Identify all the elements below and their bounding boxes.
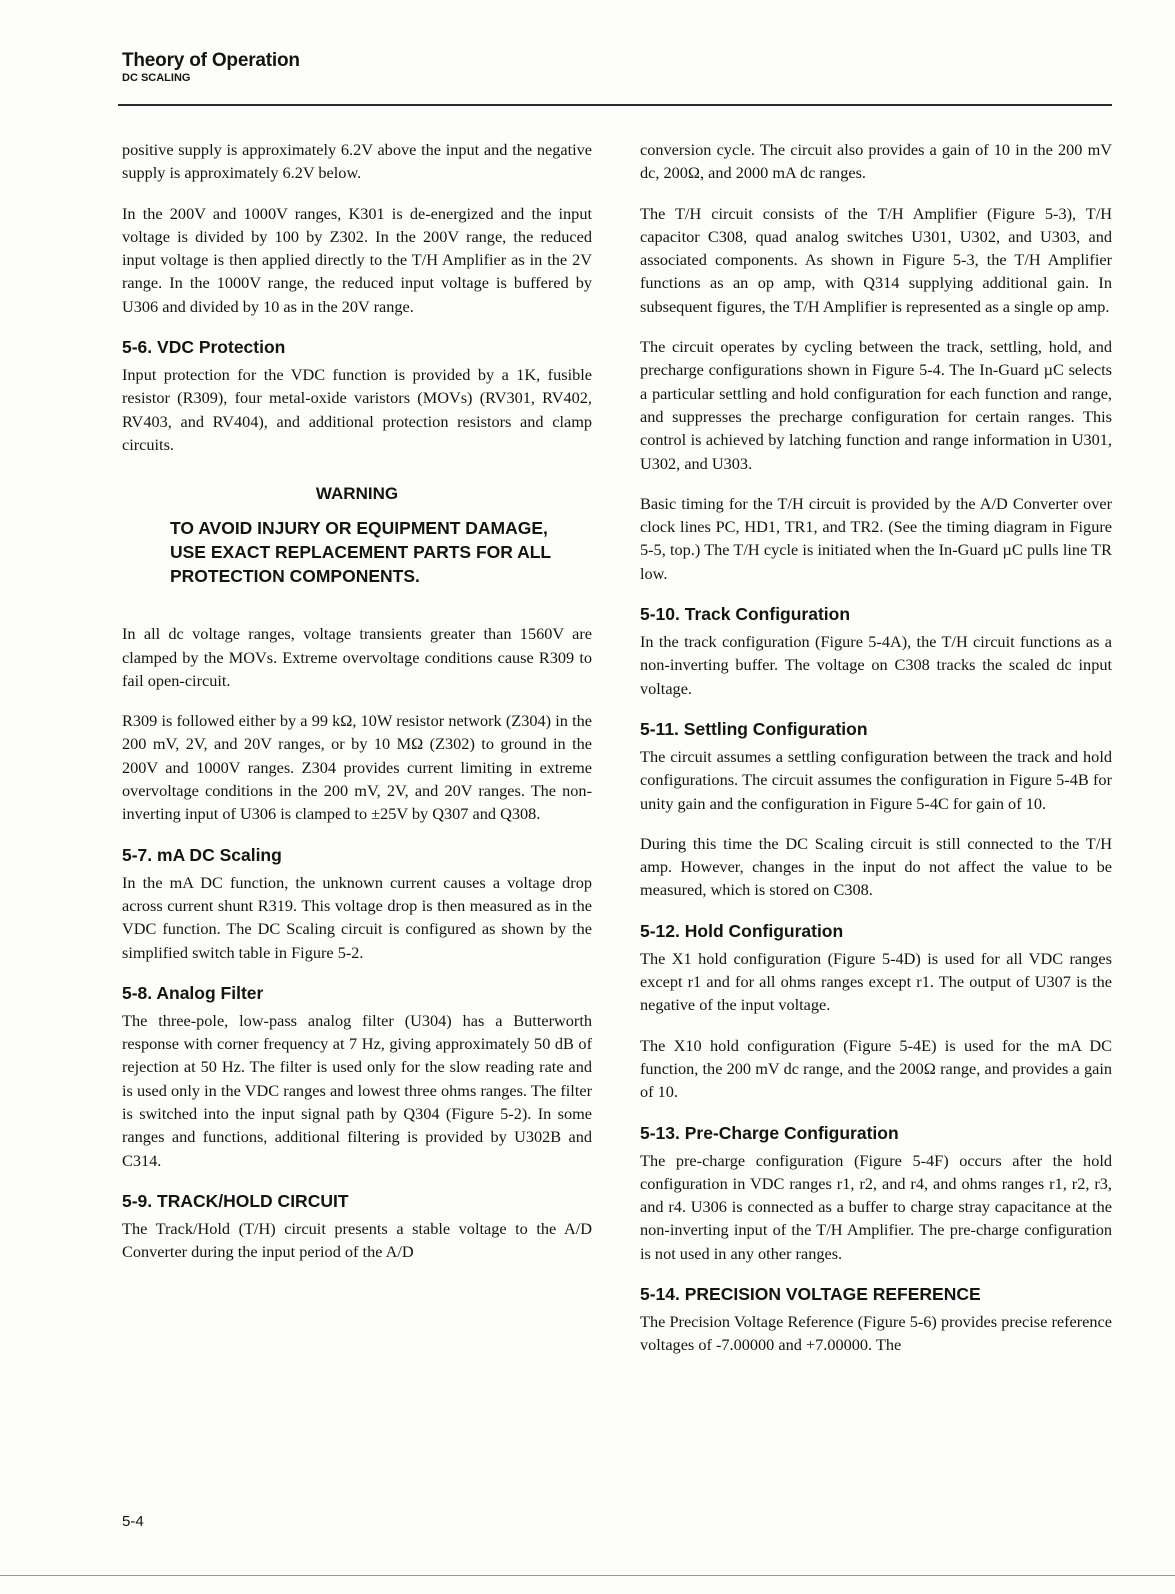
body-paragraph: During this time the DC Scaling circuit is still connected to the T/H amp. However, changes in the input do not affect the value to be measured, which is stored on C308.	[640, 833, 1112, 900]
body-paragraph: In the 200V and 1000V ranges, K301 is de-energized and the input voltage is divided by 100 by Z302. In the 200V range, the reduced input voltage is then applied directly to the T/H Amplifier as in the 2V range. In the 1000V range, the reduced input voltage is buffered by U306 and divided by 10 as in the 20V range.	[122, 203, 592, 316]
page-number: 5-4	[122, 1513, 144, 1530]
body-paragraph: The circuit assumes a settling configuration between the track and hold configurations. The circuit assumes the configuration in Figure 5-4B for unity gain and the configuration in Figure 5-4C for gain of 10.	[640, 746, 1112, 813]
body-paragraph: In the mA DC function, the unknown current causes a voltage drop across current shunt R319. This voltage drop is then measured as in the VDC function. The DC Scaling circuit is configured as shown by the simplified switch table in Figure 5-2.	[122, 872, 592, 962]
warning-body: TO AVOID INJURY OR EQUIPMENT DAMAGE, USE EXACT REPLACEMENT PARTS FOR ALL PROTECTION COMPONENTS.	[170, 518, 551, 587]
body-paragraph: The pre-charge configuration (Figure 5-4F) occurs after the hold configuration in VDC ranges r1, r2, and r4, and ohms ranges r1, r2, r3, and r4. U306 is connected as a buffer to charge stray capacitance at the non-inverting input of the T/H Amplifier. The pre-charge configuration is not used in any other ranges.	[640, 1150, 1112, 1263]
section-heading: 5-10. Track Configuration	[640, 604, 851, 625]
body-paragraph: The Track/Hold (T/H) circuit presents a stable voltage to the A/D Converter during the input period of the A/D	[122, 1218, 592, 1262]
section-heading: 5-9. TRACK/HOLD CIRCUIT	[122, 1190, 349, 1211]
header-title: Theory of Operation	[122, 50, 300, 71]
body-paragraph: Basic timing for the T/H circuit is provided by the A/D Converter over clock lines PC, HD1, TR1, and TR2. (See the timing diagram in Figure 5-5, top.) The T/H cycle is initiated when the In-Guard µC pulls line TR low.	[640, 493, 1112, 583]
section-heading: 5-11. Settling Configuration	[640, 718, 868, 739]
body-paragraph: R309 is followed either by a 99 kΩ, 10W resistor network (Z304) in the 200 mV, 2V, and 20V ranges, or by 10 MΩ (Z302) to ground in the 200V and 1000V ranges. Z304 provides current limiting in extreme overvoltage conditions in the 200 mV, 2V, and 20V ranges. The non-inverting input of U306 is clamped to ±25V by Q307 and Q308.	[122, 711, 592, 824]
section-heading: 5-8. Analog Filter	[122, 982, 264, 1003]
section-heading: 5-13. Pre-Charge Configuration	[640, 1122, 899, 1143]
section-heading: 5-12. Hold Configuration	[640, 920, 844, 941]
body-paragraph: conversion cycle. The circuit also provides a gain of 10 in the 200 mV dc, 200Ω, and 2000 mA dc ranges.	[640, 140, 1112, 183]
body-paragraph: In all dc voltage ranges, voltage transients greater than 1560V are clamped by the MOVs. Extreme overvoltage conditions cause R309 to fail open-circuit.	[122, 624, 592, 690]
body-paragraph: The X10 hold configuration (Figure 5-4E) is used for the mA DC function, the 200 mV dc range, and the 200Ω range, and provides a gain of 10.	[640, 1035, 1112, 1102]
left-column	[122, 138, 592, 1281]
body-paragraph: The circuit operates by cycling between the track, settling, hold, and precharge configurations shown in Figure 5-4. The In-Guard µC selects a particular settling and hold configuration for each function and range, and suppresses the precharge configuration for certain ranges. This control is achieved by latching function and range information in U301, U302, and U303.	[640, 337, 1112, 473]
body-paragraph: The X1 hold configuration (Figure 5-4D) is used for all VDC ranges except r1 and for all ohms ranges except r1. The output of U307 is the negative of the input voltage.	[640, 948, 1112, 1015]
body-paragraph: positive supply is approximately 6.2V above the input and the negative supply is approximately 6.2V below.	[122, 140, 592, 183]
body-paragraph: In the track configuration (Figure 5-4A), the T/H circuit functions as a non-inverting buffer. The voltage on C308 tracks the scaled dc input voltage.	[640, 632, 1112, 698]
body-paragraph: The three-pole, low-pass analog filter (U304) has a Butterworth response with corner frequency at 7 Hz, giving approximately 50 dB of rejection at 50 Hz. The filter is used only for the slow reading rate and is used only in the VDC ranges and lowest three ohms ranges. The filter is switched into the input signal path by Q304 (Figure 5-2). In some ranges and functions, additional filtering is provided by U302B and C314.	[122, 1010, 592, 1170]
body-paragraph: The T/H circuit consists of the T/H Amplifier (Figure 5-3), T/H capacitor C308, quad analog switches U301, U302, and U303, and associated components. As shown in Figure 5-3, the T/H Amplifier functions as an op amp, with Q314 supplying additional gain. In subsequent figures, the T/H Amplifier is represented as a single op amp.	[640, 203, 1112, 316]
footer-rule	[0, 1575, 1175, 1576]
right-column	[640, 138, 1112, 1374]
header-rule	[118, 104, 1112, 106]
page-header	[122, 50, 300, 85]
header-subtitle: DC SCALING	[122, 72, 191, 84]
section-heading: 5-6. VDC Protection	[122, 337, 286, 358]
section-heading: 5-14. PRECISION VOLTAGE REFERENCE	[640, 1283, 981, 1304]
warning-title: WARNING	[315, 484, 399, 504]
body-paragraph: The Precision Voltage Reference (Figure 5-6) provides precise reference voltages of -7.00000 and +7.00000. The	[640, 1311, 1112, 1355]
section-heading: 5-7. mA DC Scaling	[122, 844, 282, 865]
body-paragraph: Input protection for the VDC function is provided by a 1K, fusible resistor (R309), four metal-oxide varistors (MOVs) (RV301, RV402, RV403, and RV404), and additional protection resistors and clamp circuits.	[122, 365, 592, 454]
